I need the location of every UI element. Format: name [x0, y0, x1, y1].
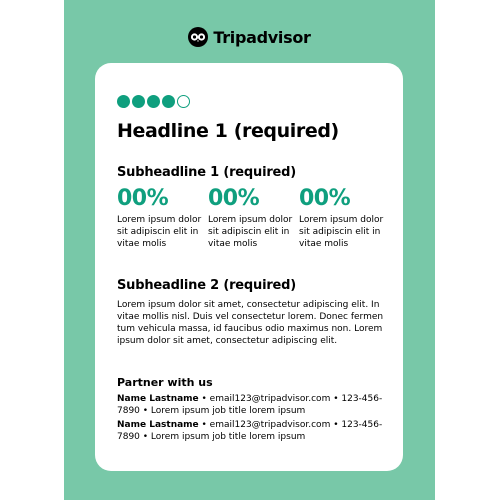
card-content: [117, 95, 392, 443]
contact-details: • email123@tripadvisor.com • 123-456-7890 • Lorem ipsum job title lorem ipsum: [117, 420, 383, 442]
stat-description: Lorem ipsum dolor sit adipiscin elit in vitae molis: [208, 215, 293, 249]
contact-details: • email123@tripadvisor.com • 123-456-7890 • Lorem ipsum job title lorem ipsum: [117, 394, 383, 416]
stats-row: [117, 186, 392, 250]
stat-item: [208, 186, 299, 250]
rating-bubbles: [117, 95, 392, 108]
rating-bubble-empty: [177, 95, 190, 108]
brand-logo: [64, 24, 435, 50]
stat-item: [299, 186, 390, 250]
rating-bubble-filled: [147, 95, 160, 108]
contact-entry: [117, 393, 392, 417]
stat-value: 00%: [299, 186, 351, 211]
stat-description: Lorem ipsum dolor sit adipiscin elit in vitae molis: [299, 215, 384, 249]
contact-entry: [117, 419, 392, 443]
owl-icon: [188, 27, 208, 47]
stat-item: [117, 186, 208, 250]
brand-name: Tripadvisor: [213, 27, 311, 47]
body-paragraph: Lorem ipsum dolor sit amet, consectetur adipiscing elit. In vitae mollis nisl. Duis vel consectetur lorem. Donec fermen tum vehicula massa, id faucibus odio maximus non. Lorem ipsum dolor sit amet, consectetur adipiscing elit.: [117, 300, 384, 346]
subheadline-2: Subheadline 2 (required): [117, 278, 297, 293]
rating-bubble-filled: [117, 95, 130, 108]
stat-value: 00%: [208, 186, 260, 211]
headline: Headline 1 (required): [117, 120, 339, 142]
rating-bubble-filled: [162, 95, 175, 108]
subheadline-1: Subheadline 1 (required): [117, 165, 297, 180]
stat-value: 00%: [117, 186, 169, 211]
rating-bubble-filled: [132, 95, 145, 108]
contact-name: Name Lastname: [117, 394, 199, 404]
partner-title: Partner with us: [117, 376, 213, 389]
stat-description: Lorem ipsum dolor sit adipiscin elit in vitae molis: [117, 215, 202, 249]
contact-name: Name Lastname: [117, 420, 199, 430]
